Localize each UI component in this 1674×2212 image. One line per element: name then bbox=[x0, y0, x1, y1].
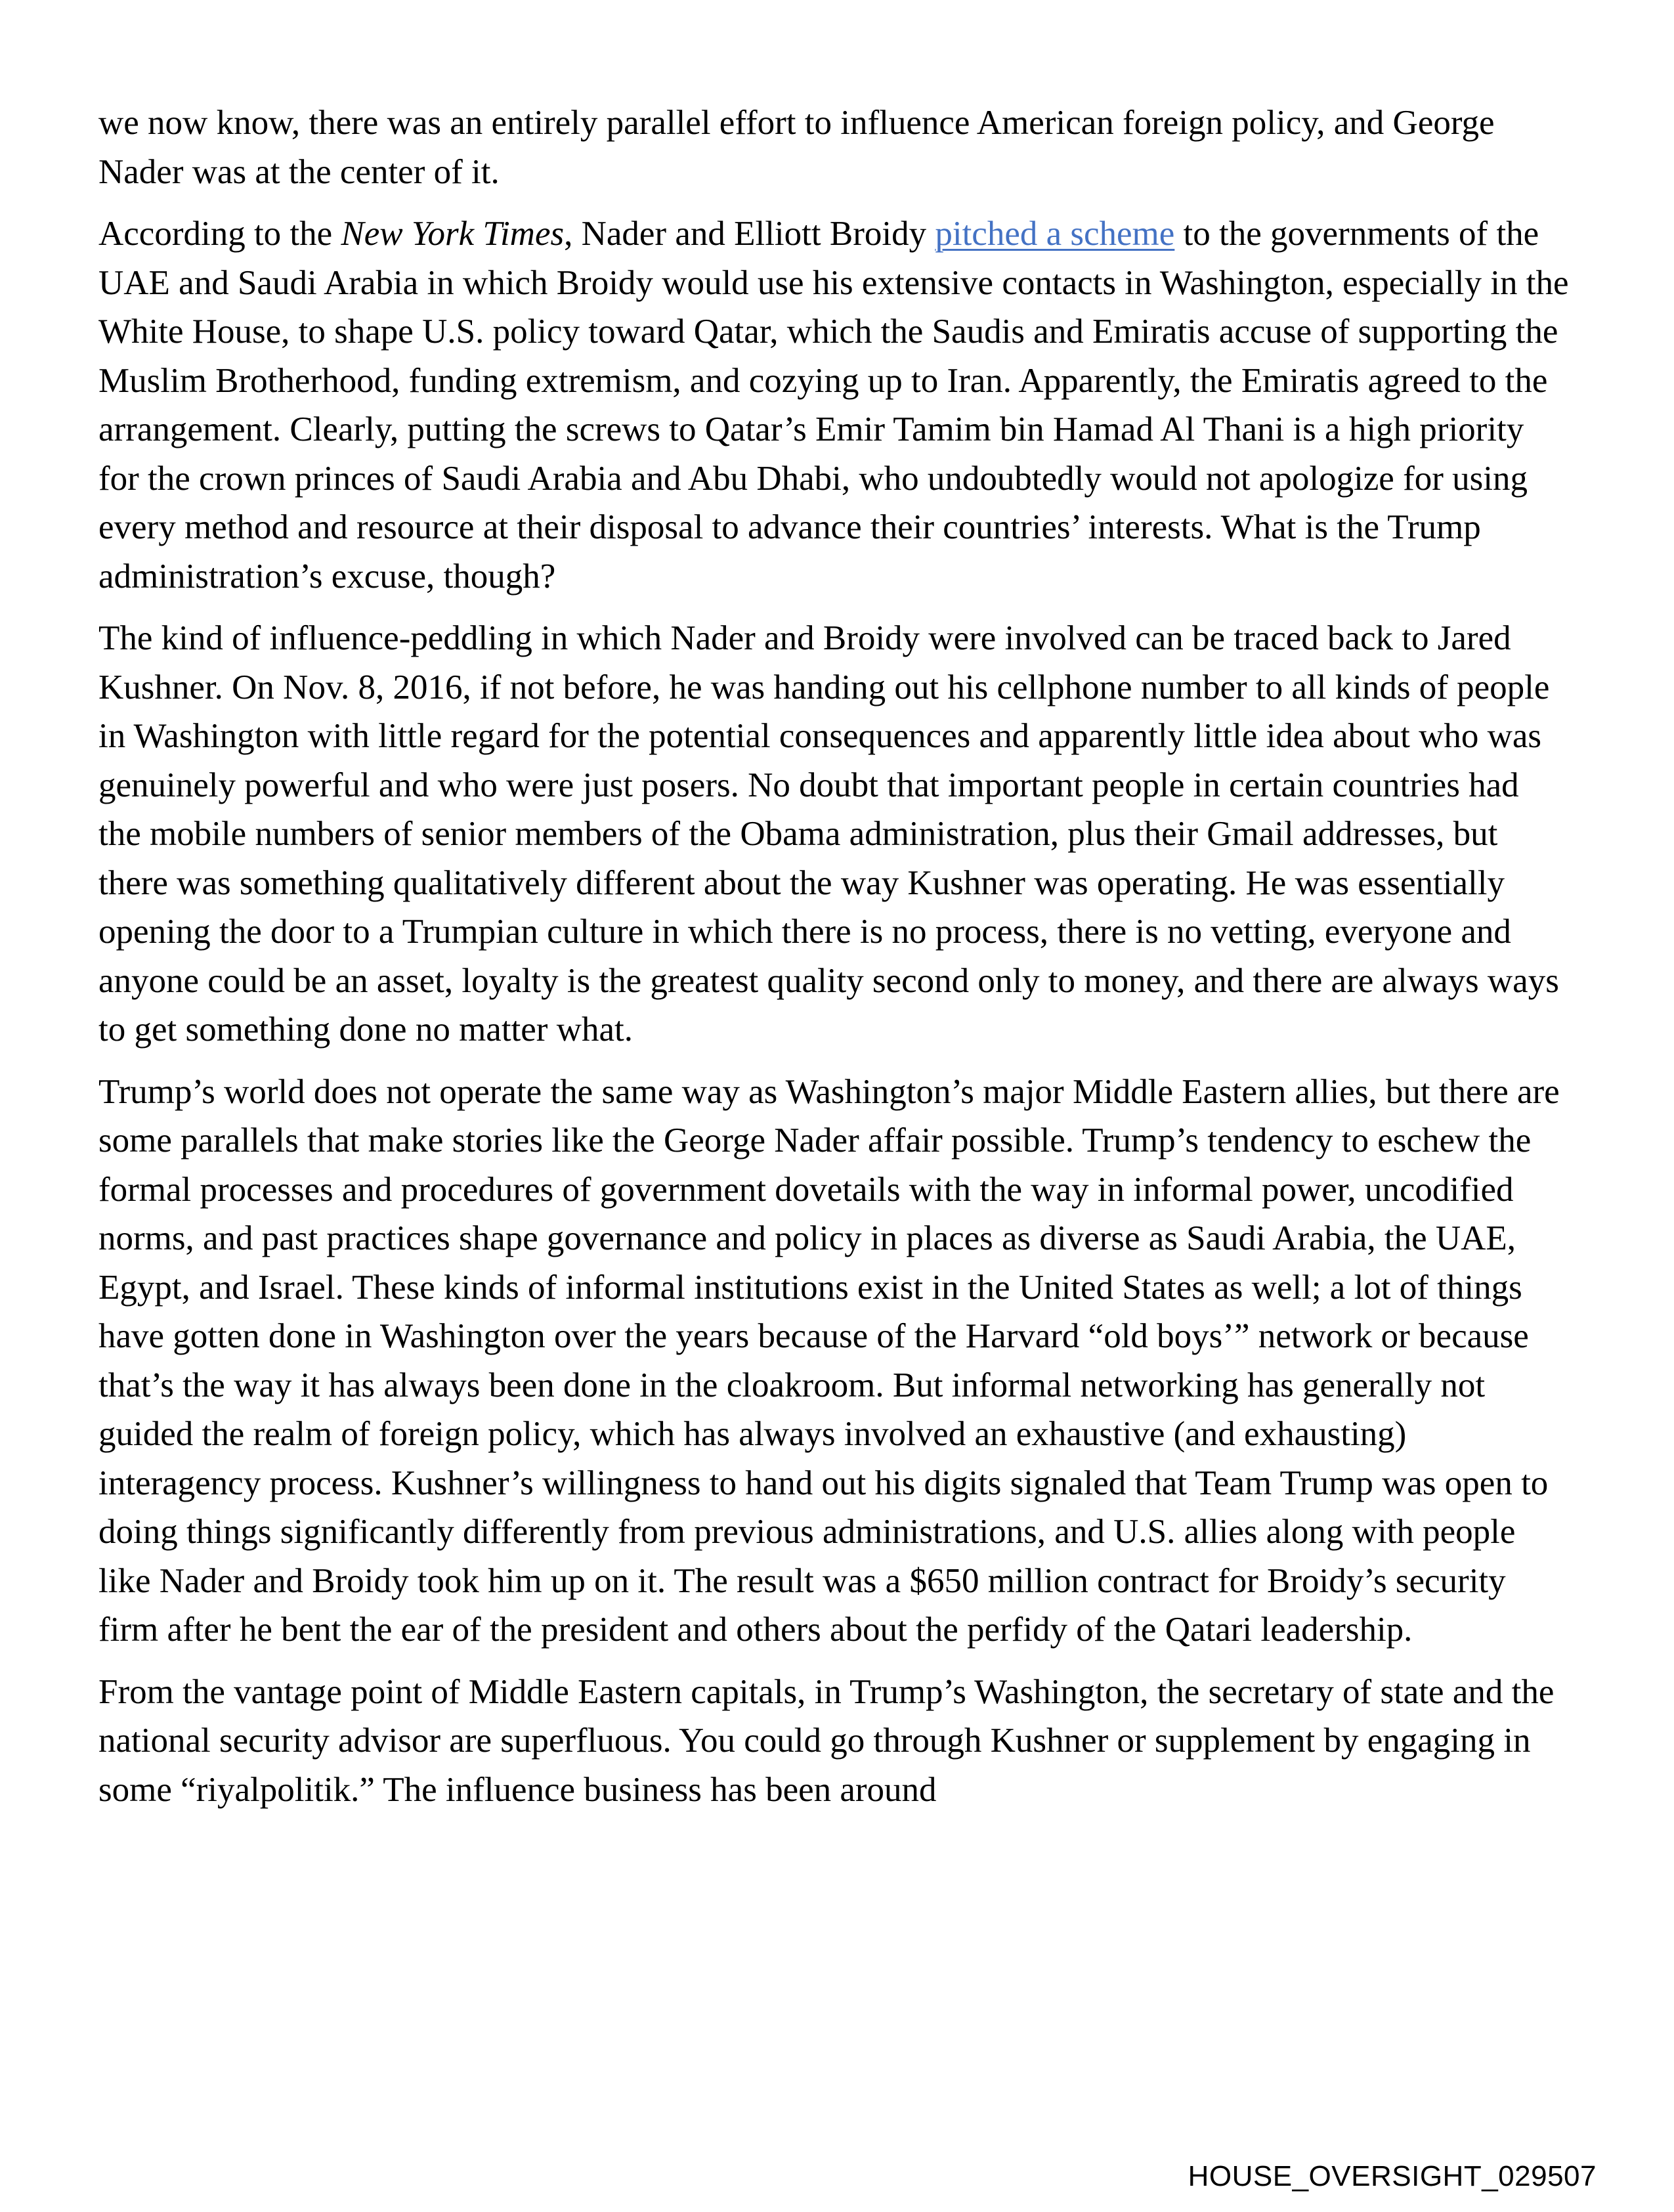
paragraph-4-text: Trump’s world does not operate the same way as Washington’s major Middle Eastern allies, but there are some parallels that make stories like the George Nader affair possible. Trump’s tendency to eschew the formal processes and procedures of government dovetails with the way in informal power, uncodified norms, and past practices shape governance and policy in places as diverse as Saudi Arabia, the UAE, Egypt, and Israel. These kinds of informal institutions exist in the United States as well; a lot of things have gotten done in Washington over the years because of the Harvard “old boys’” network or because that’s the way it has always been done in the cloakroom. But informal networking has generally not guided the realm of foreign policy, which has always involved an exhaustive (and exhausting) interagency process. Kushner’s willingness to hand out his digits signaled that Team Trump was open to doing things significantly differently from previous administrations, and U.S. allies along with people like Nader and Broidy took him up on it. The result was a $650 million contract for Broidy’s security firm after he bent the ear of the president and others about the perfidy of the Qatari leadership. bbox=[98, 1072, 1560, 1649]
paragraph-2-lead: According to the bbox=[98, 215, 341, 253]
paragraph-1-text: we now know, there was an entirely parallel effort to influence American foreign policy, and George Nader was at the center of it. bbox=[98, 104, 1495, 191]
document-body bbox=[98, 98, 1569, 1827]
publication-title: New York Times bbox=[341, 215, 565, 253]
paragraph-2 bbox=[98, 209, 1569, 601]
bates-stamp: HOUSE_OVERSIGHT_029507 bbox=[1188, 2160, 1597, 2192]
paragraph-5 bbox=[98, 1668, 1569, 1815]
paragraph-2-mid: , Nader and Elliott Broidy bbox=[564, 215, 935, 253]
paragraph-3 bbox=[98, 614, 1569, 1054]
paragraph-4 bbox=[98, 1068, 1569, 1655]
paragraph-3-text: The kind of influence-peddling in which Nader and Broidy were involved can be traced back to Jared Kushner. On Nov. 8, 2016, if not before, he was handing out his cellphone number to all kinds of people in Washington with little regard for the potential consequences and apparently little idea about who was genuinely powerful and who were just posers. No doubt that important people in certain countries had the mobile numbers of senior members of the Obama administration, plus their Gmail addresses, but there was something qualitatively different about the way Kushner was operating. He was essentially opening the door to a Trumpian culture in which there is no process, there is no vetting, everyone and anyone could be an asset, loyalty is the greatest quality second only to money, and there are always ways to get something done no matter what. bbox=[98, 619, 1559, 1049]
pitched-a-scheme-link[interactable]: pitched a scheme bbox=[935, 215, 1175, 253]
paragraph-5-text: From the vantage point of Middle Eastern capitals, in Trump’s Washington, the secretary of state and the national security advisor are superfluous. You could go through Kushner or supplement by engaging in some “riyalpolitik.” The influence business has been around bbox=[98, 1672, 1555, 1809]
paragraph-2-rest: to the governments of the UAE and Saudi Arabia in which Broidy would use his extensive contacts in Washington, especially in the White House, to shape U.S. policy toward Qatar, which the Saudis and Emiratis accuse of supporting the Muslim Brotherhood, funding extremism, and cozying up to Iran. Apparently, the Emiratis agreed to the arrangement. Clearly, putting the screws to Qatar’s Emir Tamim bin Hamad Al Thani is a high priority for the crown princes of Saudi Arabia and Abu Dhabi, who undoubtedly would not apologize for using every method and resource at their disposal to advance their countries’ interests. What is the Trump administration’s excuse, though? bbox=[98, 215, 1569, 596]
paragraph-1 bbox=[98, 98, 1569, 196]
